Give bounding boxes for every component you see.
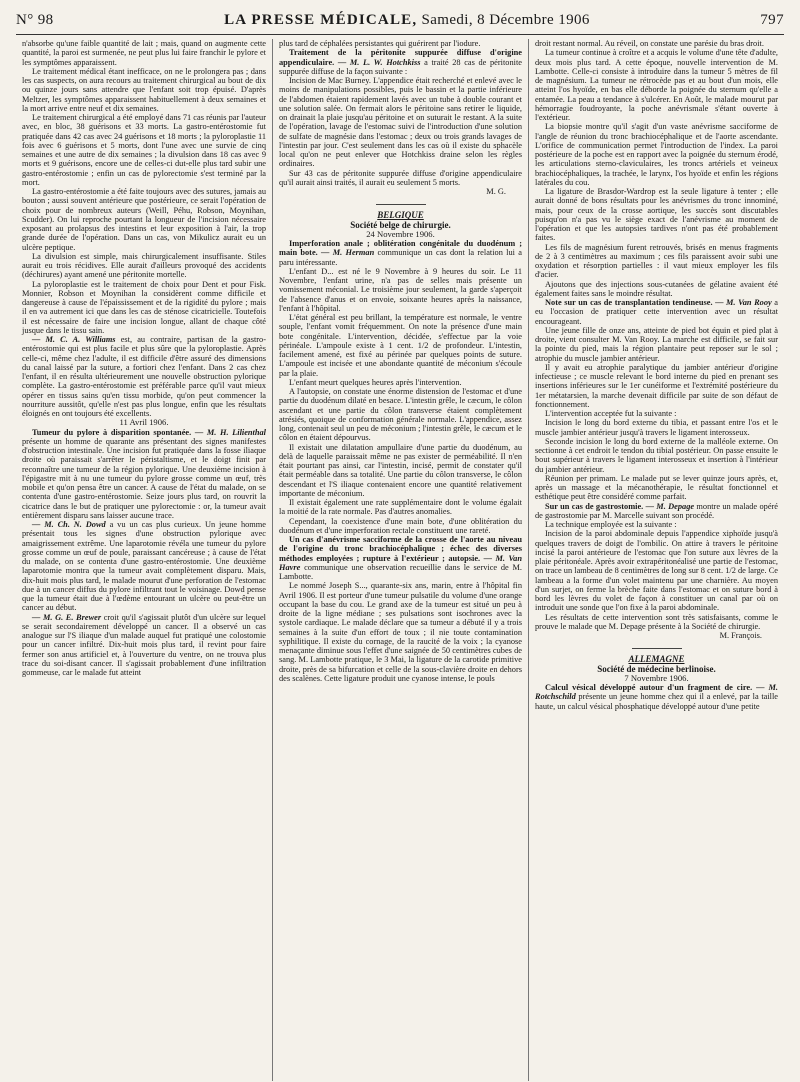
- paragraph: Sur 43 cas de péritonite suppurée diffuse d'origine appendiculaire qu'il aurait ainsi traités, il aurait eu seulement 5 morts.: [279, 168, 522, 187]
- journal-name: LA PRESSE MÉDICALE,: [224, 12, 418, 28]
- paragraph: Seconde incision le long du bord externe de la malléole externe. On sectionne à cet endroit le tendon du tibial postérieur. On passe ensuite le bout supérieur à travers le ligament interosseux et insertion à l'intérieur du jambier antérieur.: [535, 436, 778, 474]
- author-name: M. Van Rooy: [726, 298, 772, 307]
- paragraph: La biopsie montre qu'il s'agit d'un vaste anévrisme sacciforme de l'angle de réunion du tronc brachiocéphalique et de l'aorte ascendante. L'orifice de communication permet l'introduction de l'index. La paroi postérieure de la poche est en rapport avec la poignée du sternum érodé, les articulations sterno-claviculaires, les troncs artériels et veineux brachiocéphaliques, la trachée, le larynx, l'os hyoïde et enfin les régions latérales du cou.: [535, 122, 778, 187]
- section-divider: [535, 648, 778, 649]
- article: [535, 502, 778, 521]
- paragraph: Incision le long du bord externe du tibia, et passant entre l'os et le muscle jambier antérieur jusqu'à travers le ligament interosseux.: [535, 418, 778, 437]
- paragraph: Le traitement médical étant inefficace, on ne le prolongera pas ; dans les cas suspects, on aura recours au traitement chirurgical au bout de dix ou quinze jours sans attendre que l'enfant soit trop épuisé. D'après Meltzer, les symptômes apparaissent habituellement à deux semaines et la mort arrive entre neuf et dix semaines.: [22, 66, 266, 113]
- issue-number: N° 98: [16, 12, 54, 28]
- author-name: M. Rotchschild: [535, 683, 778, 702]
- paragraph-text: a vu un cas plus curieux. Un jeune homme présentait tous les signes d'une obstruction pylorique avec amaigrissement extrême. Une laparotomie révéla une tumeur du pylore grosse comme un œuf de poule, paraissant cancéreuse ; à cause de l'état du malade, on se contenta d'une gastro-entérostomie. Une deuxième laparotomie montra que la tumeur avait complètement disparu. Mais, dix-huit mois plus tard, le malade mourut d'une perforation de l'estomac due à un cancer diffus du pylore infiltrant tout le voisinage. Dowd pense que la tumeur était due à l'œdème entourant un ulcère ou peut-être un cancer au début.: [22, 520, 266, 613]
- section-country: BELGIQUE: [377, 210, 424, 221]
- author-name: M. L. W. Hotchkiss: [349, 57, 421, 67]
- author-name: — M. C. A. Williams: [32, 335, 116, 344]
- paragraph: [22, 520, 266, 613]
- article-title: Traitement de la péritonite suppurée diffuse d'origine appendiculaire. —: [279, 48, 522, 67]
- section-divider: [279, 204, 522, 205]
- author-name: — M. Ch. N. Dowd: [32, 520, 106, 529]
- paragraph: Il y avait eu atrophie paralytique du jambier antérieur d'origine infectieuse ; ce muscle relevant le bord interne du pied en prenant ses insertions inférieures sur le 1er cunéiforme et l'extrémité postérieure du 1er métatarsien, la marche devenait difficile par suite de son défaut de fonctionnement.: [535, 362, 778, 409]
- paragraph: Incision de la paroi abdominale depuis l'appendice xiphoïde jusqu'à quelques travers de doigt de l'ombilic. On attire à travers le péritoine incisé la paroi antérieure de l'estomac que l'on suture aux lèvres de la plaie péritonéale. Après avoir extrapéritonéalisé une partie de l'estomac, on trace un lambeau de 8 centimètres de long sur 8 cent. 1/2 de large. Ce lambeau a la forme d'un volet maintenu par une charnière. Au moyen d'un surjet, on ferme la brèche faite dans l'estomac et on suture bord à bord les lèvres du volet de façon à constituer un canal par où on introduit une sonde que l'on fixe à la paroi abdominale.: [535, 529, 778, 613]
- paragraph: Incision de Mac Burney. L'appendice était recherché et enlevé avec le moins de manipulations possibles, puis le bassin et la partie inférieure de l'abdomen étaient rapidement lavés avec un tube à double courant et une solution salée. On fermait alors le péritoine sans retirer le liquide, on drainait la plaie jusqu'au péritoine et on suturait le restant. A la suite de l'opération, lavage de l'estomac suivi de l'introduction d'une solution de sulfate de magnésie dans l'estomac ; deux ou trois grands lavages de l'intestin par jour. C'est seulement dans les cas où il existe du sphacèle local qu'on ne peut enlever que Hotchkiss draine selon les règles ordinaires.: [279, 76, 522, 169]
- article-text: présente un jeune homme chez qui il a enlevé, par la taille haute, un calcul vésical phosphatique développé autour d'une petite: [535, 692, 778, 711]
- session-date: 11 Avril 1906.: [119, 417, 169, 428]
- paragraph: plus tard de céphalées persistantes qui guérirent par l'iodure.: [279, 39, 481, 48]
- paragraph: Le nommé Joseph S..., quarante-six ans, marin, entre à l'hôpital fin Avril 1906. Il est porteur d'une tumeur pulsatile du volume d'une orange occupant la base du cou. Le grand axe de la tumeur est situé un peu à droite de la ligne médiane ; ses pulsations sont isochrones avec la systole cardiaque. Le malade déclare que sa tumeur a débuté il y a trois semaines à la suite d'un effort de toux ; il nie toute contamination syphilitique. Il existe du cornage, de la raucité de la voix ; la cyanose menaçante diminue sous l'effet d'une saignée de 50 centimètres cubes de sang. M. Lambotte pratique, le 3 Mai, la ligature de la carotide primitive droite, près de sa bifurcation et celle de la sous-clavière droite en dehors des scalènes. Cette ligature produit une cyanose intense, le pouls: [279, 581, 522, 683]
- article-text: présente un homme de quarante ans présentant des signes manifestes d'obstruction intestinale. Une incision fut pratiquée dans la fosse iliaque droite où paraissait s'arrêter le péristaltisme, et le doigt finit par reconnaître une tumeur de la région pylorique. Une deuxième incision à l'épigastre mit à nu une tumeur du pylore grosse comme un œuf, très mobile et qu'on pensa être un cancer. A cause de l'état du malade, on se contenta d'une gastro-entérostomie. Seize jours plus tard, on rouvrit la cicatrice dans le but de pratiquer une pylorectomie : or, la tumeur avait entièrement disparu sans laisser aucune trace.: [22, 436, 266, 520]
- article-text: communique une observation recueillie dans le service de M. Lambotte.: [279, 562, 522, 581]
- author-name: M. Van Havre: [279, 553, 522, 572]
- paragraph: Les fils de magnésium furent retrouvés, brisés en menus fragments de 2 à 3 centimètres au maximum ; ces fils paraissent avoir subi une oxydation et résorption partielles : il vaut mieux employer les fils d'acier.: [535, 242, 778, 280]
- paragraph: La ligature de Brasdor-Wardrop est la seule ligature à tenter ; elle aurait donné de bons résultats pour les anévrismes du tronc innominé, mais, pour ceux de la crosse aortique, les succès sont discutables puisqu'on n'a pas vu le siège exact de l'anévrisme au moment de l'opération et que les autopsies tardives n'ont pas été probablement faites.: [535, 187, 778, 243]
- article: [279, 239, 522, 267]
- article-text: a traité 28 cas de péritonite suppurée diffuse de la façon suivante :: [279, 57, 522, 76]
- issue-date: Samedi, 8 Décembre 1906: [421, 12, 590, 28]
- author-name: — M. G. E. Brewer: [32, 612, 102, 622]
- signature: M. François.: [719, 631, 762, 640]
- running-head: [16, 12, 784, 35]
- journal-title: [224, 12, 590, 29]
- paragraph: La tumeur continue à croître et a acquis le volume d'une tête d'adulte, deux mois plus tard. A cette époque, nouvelle intervention de M. Lambotte. Celle-ci consiste à introduire dans la tumeur 5 mètres de fil de magnésium. La tumeur ne rétrocède pas et au bout d'un mois, elle atteint l'os hyoïde, en bas elle déborde la poignée du sternum qu'elle a entamée. La peau a tendance à s'ulcérer. En Août, le malade mourut par hémorragie foudroyante, la poche anévrismale s'étant ouverte à l'extérieur.: [535, 48, 778, 122]
- paragraph: L'enfant meurt quelques heures après l'intervention.: [289, 377, 462, 387]
- paragraph: La divulsion est simple, mais chirurgicalement insuffisante. Stiles aurait eu trois récidives. Elle aurait d'ailleurs provoqué des accidents (déchirures) ayant amené une péritonite mortelle.: [22, 251, 266, 280]
- text-columns: [16, 39, 784, 1081]
- paragraph: droit restant normal. Au réveil, on constate une parésie du bras droit.: [535, 39, 764, 48]
- paragraph: Une jeune fille de onze ans, atteinte de pied bot équin et pied plat à droite, vient consulter M. Van Rooy. La marche est difficile, se fait sur la pointe du pied, mais la région plantaire peut reposer sur le sol ; atrophie du muscle jambier antérieur.: [535, 325, 778, 363]
- paragraph-text: est, au contraire, partisan de la gastro-entérostomie qui est plus facile et plus sûre que la pyloroplastie. Après celle-ci, même chez l'adulte, il est difficile d'être assuré des dimensions du canal laissé par la suture, a fortiori chez l'enfant. Dans 2 cas chez l'enfant, il en résulta ultérieurement une nouvelle obstruction pylorique complète. La gastro-entérostomie est préférable parce qu'il vaut mieux opérer en tissus sains qu'en tissu morbide, qu'on peut commencer la nourriture aussitôt, qu'elle n'est pas plus longue, enfin que les résultats éloignés en ont toujours été excellents.: [22, 335, 267, 418]
- paragraph: Ajoutons que des injections sous-cutanées de gélatine avaient été également faites sans le moindre résultat.: [535, 279, 778, 298]
- paragraph: Les résultats de cette intervention sont très satisfaisants, comme le prouve le malade que M. Depage présente à la Société de chirurgie.: [535, 612, 778, 631]
- article: [279, 48, 522, 76]
- paragraph: [22, 335, 266, 418]
- article-text: a eu l'occasion de pratiquer cette intervention avec un résultat encourageant.: [535, 298, 778, 326]
- divider-rule: [632, 648, 682, 649]
- article-text: montre un malade opéré de gastrostomie par M. Marcelle suivant son procédé.: [535, 501, 779, 520]
- paragraph: Il existait une dilatation ampullaire d'une partie du duodénum, au delà de laquelle paraissait même ne pas exister de perméabilité. Il n'en était pourtant pas ainsi, car l'intestin, incisé, permit de constater qu'il était perméable dans sa totalité. Une partie du côlon transverse, le côlon descendant et l'S iliaque contenaient encore une quantité relativement importante de méconium.: [279, 442, 522, 498]
- paragraph: L'état général est peu brillant, la température est normale, le ventre souple, l'enfant vomit fréquemment. On note la présence d'une main bote congénitale. L'intervention, décidée, s'effectue par la voie périnéale. L'ampoule existe à 1 cent. 1/2 de profondeur. L'intestin, facilement amené, est fixé au périnée par quelques points de suture. L'ampoule est incisée et une abondante quantité de méconium s'écoule par la plaie.: [279, 313, 522, 378]
- paragraph: La gastro-entérostomie a été faite toujours avec des sutures, jamais au bouton ; aussi souvent antérieure que postérieure, ce serait l'opération de choix pour de nombreux auteurs (Weill, Péhu, Robson, Moynihan, Scudder). On lui reproche pourtant la longueur de l'incision nécessaire exposant au prolapsus des intestins et leur exposition à l'air, la trop grande durée de l'opération. Dans un cas, von Mikulicz aurait eu un ulcère peptique.: [22, 187, 266, 252]
- society-name: Société de médecine berlinoise.: [597, 663, 716, 674]
- paragraph: Le traitement chirurgical a été employé dans 71 cas réunis par l'auteur avec, en bloc, 38 guérisons et 33 morts. La gastro-entérostomie fut pratiquée dans 42 cas avec 24 guérisons et 18 morts ; la pyloroplastie 11 fois avec 6 guérisons et 5 morts, dont l'une avec une survie de cinq semaines et une autre de dix semaines ; la divulsion dans 18 cas avec 9 morts et 9 guérisons, encore une de celles-ci dut-elle plus tard subir une gastro-entérostomie ; enfin un cas de pylorectomie s'est terminé par la mort.: [22, 113, 266, 187]
- paragraph: Réunion per primam. Le malade put se lever quinze jours après, et, après un massage et la mécanothérapie, le résultat fonctionnel et esthétique peut être considéré comme parfait.: [535, 473, 778, 502]
- paragraph: [22, 613, 266, 678]
- article-title: Un cas d'anévrisme sacciforme de la crosse de l'aorte au niveau de l'origine du tronc brachiocéphalique ; échec des diverses méthodes employées ; rupture à l'extérieur ; autopsie. —: [279, 535, 522, 563]
- paragraph: L'enfant D... est né le 9 Novembre à 9 heures du soir. Le 11 Novembre, l'enfant urine, n'a pas de selles mais présente un vomissement méconial. Le troisième jour seulement, la garde s'aperçoit de l'absence d'anus et on envoie, soixante heures après la naissance, l'enfant à l'hôpital.: [279, 266, 522, 313]
- article: [535, 683, 778, 711]
- column-2: [272, 39, 528, 1081]
- paragraph: Il existait également une rate supplémentaire dont le volume égalait la moitié de la rate normale. Pas d'autres anomalies.: [279, 498, 522, 517]
- page-number: 797: [760, 12, 784, 28]
- section-country: ALLEMAGNE: [628, 654, 685, 665]
- article: [279, 535, 522, 581]
- article-title: Tumeur du pylore à disparition spontanée. —: [32, 427, 204, 437]
- article: [535, 298, 778, 326]
- paragraph: A l'autopsie, on constate une énorme distension de l'estomac et d'une partie du duodénum dilaté en besace. L'intestin grêle, le cæcum, le côlon ascendant et une partie du côlon transverse étaient complètement atrésiés, quoique de conformation générale normale. L'appendice, assez long, contenait seul un peu de méconium ; l'intestin grêle, le cæcum et le côlon en étaient dépourvus.: [279, 387, 522, 443]
- paragraph: L'intervention acceptée fut la suivante :: [545, 409, 677, 418]
- session-date: 7 Novembre 1906.: [624, 672, 689, 683]
- column-3: [528, 39, 784, 1081]
- paragraph: La pyloroplastie est le traitement de choix pour Dent et pour Fisk. Monnier, Robson et Moynihan la considèrent comme difficile et dangereuse à cause de l'épaississement et de la rigidité du pylore ; mais il en va autrement ici que dans les cas de sténose cicatricielle. Toutefois il est nécessaire de faire une incision longue, allant de chaque côté jusque dans le tissu sain.: [22, 279, 266, 335]
- article-title: Note sur un cas de transplantation tendineuse. —: [545, 298, 724, 307]
- society-name: Société belge de chirurgie.: [350, 219, 451, 230]
- paragraph-text: croit qu'il s'agissait plutôt d'un ulcère sur lequel se serait secondairement développé un cancer. Il a observé un cas analogue sur l'S iliaque d'un malade auquel fut pratiqué une colostomie pour un cancer infiltré. Dix-huit mois plus tard, il revint pour faire fermer son anus artificiel et, à l'ouverture du ventre, on ne trouva plus trace du soi-disant cancer. Il s'agissait probablement d'une infiltration gommeuse, car le malade fut atteint: [22, 612, 266, 677]
- article-text: communique un cas dont la relation lui a paru intéressante.: [279, 248, 522, 267]
- paragraph: Cependant, la coexistence d'une main bote, d'une oblitération du duodénum et d'une imperforation rectale constituent une rareté.: [279, 516, 522, 535]
- paragraph: La technique employée est la suivante :: [545, 520, 677, 529]
- signature: M. G.: [486, 187, 506, 196]
- author-name: M. Depage: [656, 501, 695, 511]
- session-date: 24 Novembre 1906.: [366, 228, 435, 239]
- column-1: [16, 39, 272, 1081]
- divider-rule: [376, 204, 426, 205]
- author-name: M. H. Lilienthal: [206, 427, 266, 437]
- article-title: Sur un cas de gastrostomie. —: [545, 501, 654, 511]
- article-title: Calcul vésical développé autour d'un fragment de cire. —: [545, 683, 765, 692]
- article: [22, 428, 266, 521]
- author-name: M. Herman: [332, 248, 375, 258]
- paragraph: n'absorbe qu'une faible quantité de lait ; mais, quand on augmente cette quantité, la paroi est surmenée, ne peut plus lui faire franchir le pylore et les symptômes apparaissent.: [22, 39, 266, 67]
- article-title: Imperforation anale ; oblitération congénitale du duodénum ; main bote. —: [279, 239, 522, 258]
